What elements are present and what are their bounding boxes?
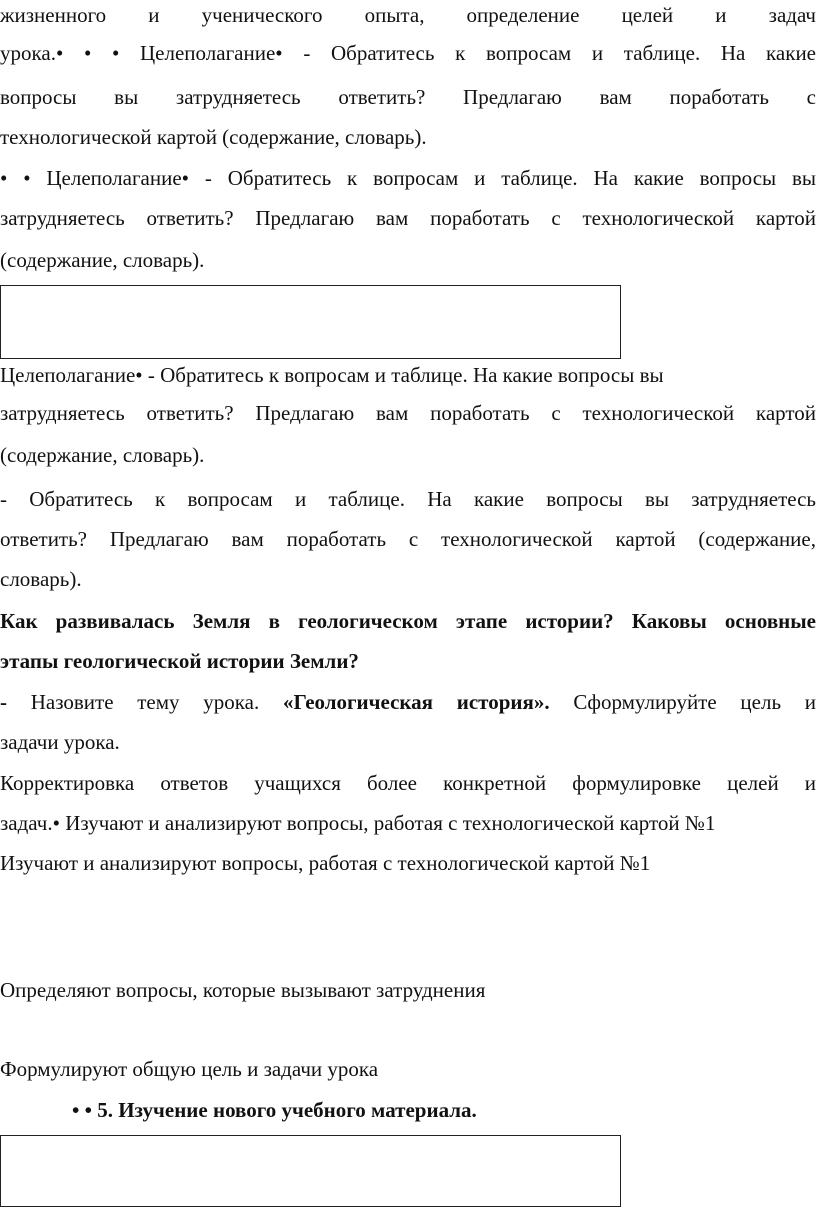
paragraph-line: • • Целеполагание• - Обратитесь к вопросам и таблице. На какие вопросы вы [0, 166, 816, 190]
question-heading: этапы геологической истории Земли? [0, 649, 359, 673]
task-text: Сформулируйте цель и [549, 690, 816, 714]
paragraph-line: урока.• • • Целеполагание• - Обратитесь к вопросам и таблице. На какие [0, 41, 816, 65]
paragraph-line: затрудняетесь ответить? Предлагаю вам поработать с технологической картой [0, 206, 816, 230]
paragraph-line: Формулируют общую цель и задачи урока [0, 1057, 379, 1081]
paragraph-line: жизненного и ученического опыта, определение целей и задач [0, 3, 816, 27]
lesson-topic: «Геологическая история». [282, 690, 550, 714]
paragraph-line: - Обратитесь к вопросам и таблице. На какие вопросы вы затрудняетесь [0, 487, 816, 511]
paragraph-line: словарь). [0, 567, 82, 591]
paragraph-line: Изучают и анализируют вопросы, работая с технологической картой №1 [0, 851, 651, 875]
paragraph-line: затрудняетесь ответить? Предлагаю вам поработать с технологической картой [0, 401, 816, 425]
task-line [0, 687, 816, 717]
paragraph-line: Определяют вопросы, которые вызывают затруднения [0, 978, 486, 1002]
dash-marker: - [0, 690, 7, 714]
paragraph-line: технологической картой (содержание, словарь). [0, 125, 427, 149]
paragraph-line: (содержание, словарь). [0, 443, 205, 467]
empty-frame [0, 1135, 621, 1207]
task-text: Назовите тему урока. [7, 690, 283, 714]
section-heading: • • 5. Изучение нового учебного материала. [72, 1098, 477, 1122]
paragraph-line: Целеполагание• - Обратитесь к вопросам и таблице. На какие вопросы вы [0, 363, 664, 387]
paragraph-line: ответить? Предлагаю вам поработать с технологической картой (содержание, [0, 527, 816, 551]
paragraph-line: задачи урока. [0, 730, 120, 754]
paragraph-line: вопросы вы затрудняетесь ответить? Предлагаю вам поработать с [0, 85, 816, 109]
paragraph-line: Корректировка ответов учащихся более конкретной формулировке целей и [0, 771, 816, 795]
question-heading: Как развивалась Земля в геологическом этапе истории? Каковы основные [0, 609, 816, 633]
empty-frame [0, 285, 621, 359]
paragraph-line: (содержание, словарь). [0, 248, 205, 272]
paragraph-line: задач.• Изучают и анализируют вопросы, работая с технологической картой №1 [0, 811, 716, 835]
